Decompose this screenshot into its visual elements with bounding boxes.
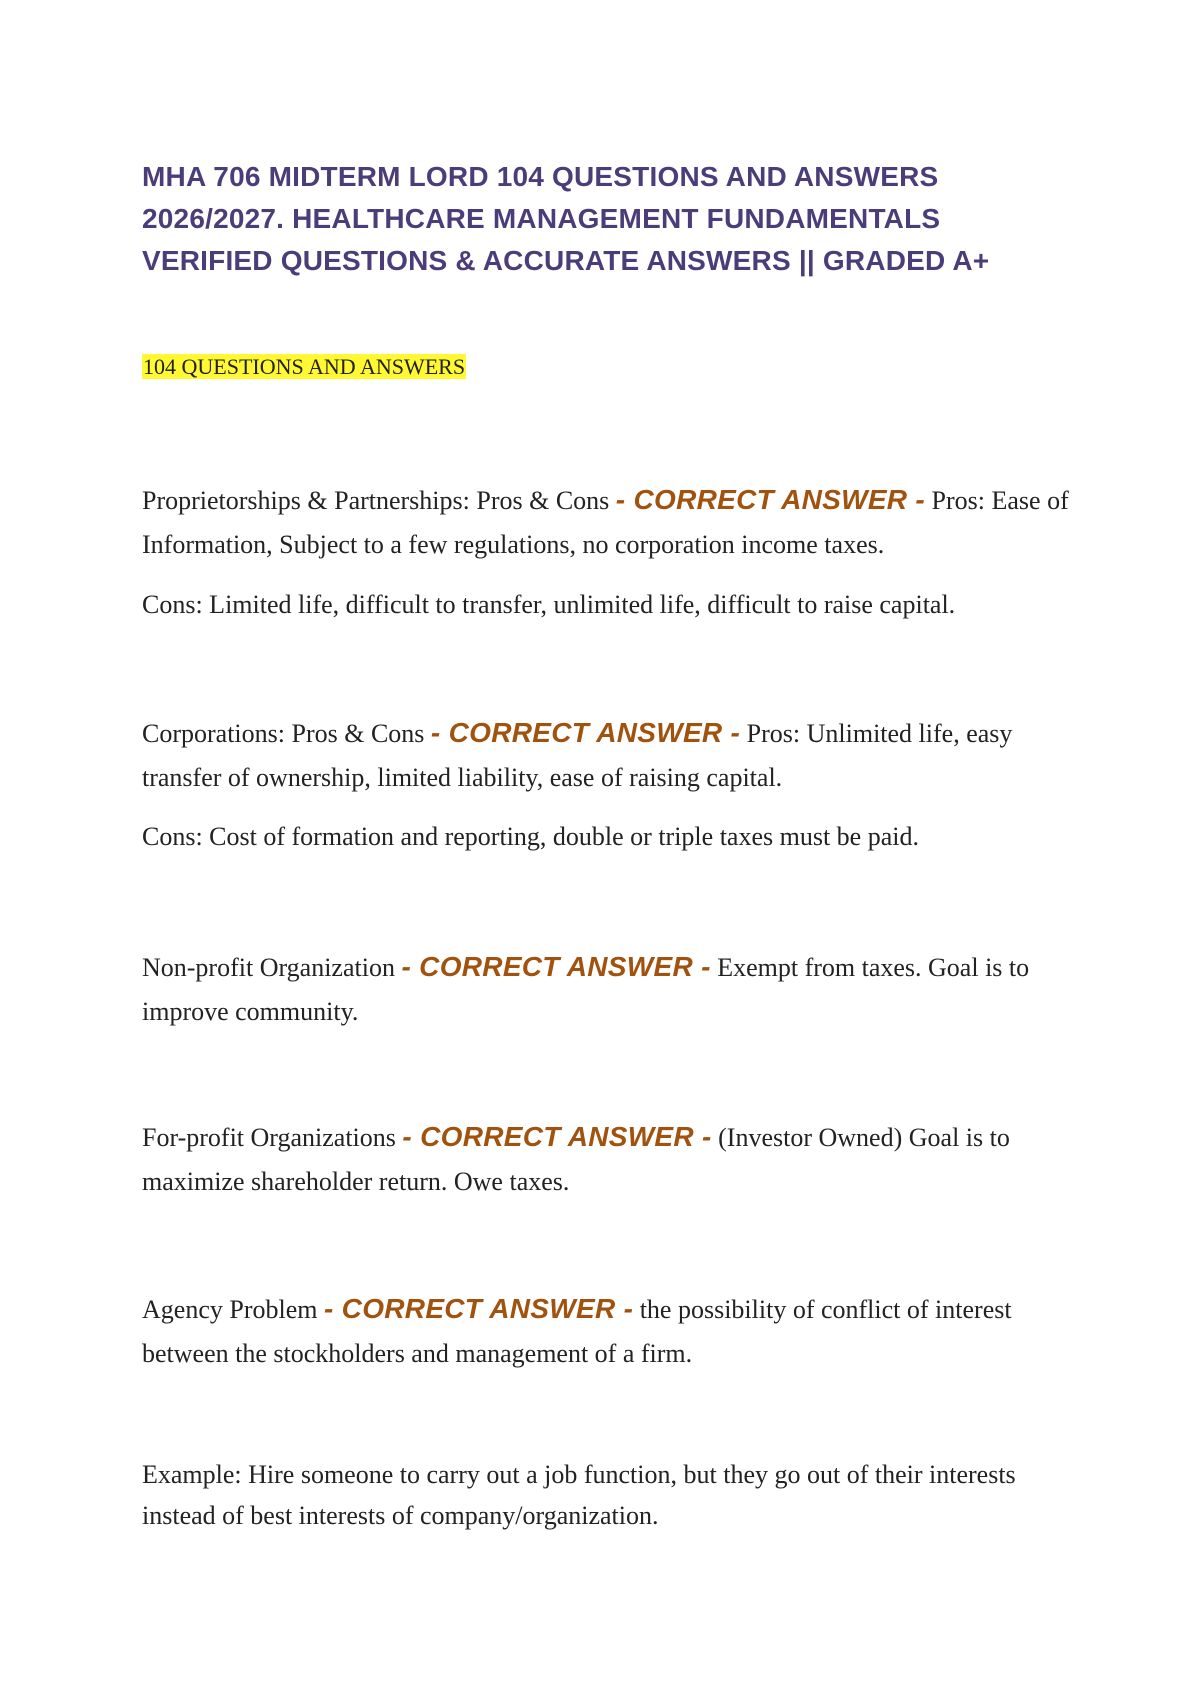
document-title: MHA 706 MIDTERM LORD 104 QUESTIONS AND ANSWERS 2026/2027. HEALTHCARE MANAGEMENT FUNDAMENTALS VERIFIED QUESTIONS & ACCURATE ANSWERS || GRADED A+ [142, 161, 990, 276]
answer-continuation: Cons: Limited life, difficult to transfer, unlimited life, difficult to raise capital. [142, 590, 956, 619]
qa-item-for-profit [142, 1115, 1082, 1204]
question-text: Corporations: Pros & Cons [142, 719, 425, 748]
correct-answer-label: - CORRECT ANSWER - [615, 484, 926, 515]
answer-continuation: Example: Hire someone to carry out a job function, but they go out of their interests instead of best interests of company/organization. [142, 1460, 1016, 1530]
answer-text: the possibility of conflict of interest between the stockholders and management of a firm. [142, 1295, 1012, 1368]
qa-item-corporations [142, 711, 1082, 800]
correct-answer-label: - CORRECT ANSWER - [402, 1121, 712, 1152]
answer-text: Pros: Unlimited life, easy transfer of ownership, limited liability, ease of raising capital. [142, 719, 1013, 792]
correct-answer-label: - CORRECT ANSWER - [430, 717, 741, 748]
question-text: Agency Problem [142, 1295, 318, 1324]
answer-continuation: Cons: Cost of formation and reporting, double or triple taxes must be paid. [142, 822, 919, 851]
question-text: Non-profit Organization [142, 953, 395, 982]
qa-item-agency-problem [142, 1287, 1082, 1376]
correct-answer-label: - CORRECT ANSWER - [401, 951, 711, 982]
qa-item-non-profit [142, 945, 1082, 1034]
answer-text: Exempt from taxes. Goal is to improve community. [142, 953, 1030, 1026]
question-text: For-profit Organizations [142, 1123, 396, 1152]
question-text: Proprietorships & Partnerships: Pros & Cons [142, 486, 610, 515]
subtitle-highlight: 104 QUESTIONS AND ANSWERS [143, 354, 466, 379]
answer-text: (Investor Owned) Goal is to maximize shareholder return. Owe taxes. [142, 1123, 1010, 1196]
qa-item-proprietorships [142, 478, 1082, 567]
correct-answer-label: - CORRECT ANSWER - [323, 1293, 634, 1324]
answer-text: Pros: Ease of Information, Subject to a few regulations, no corporation income taxes. [142, 486, 1069, 559]
subtitle-row [142, 352, 466, 382]
